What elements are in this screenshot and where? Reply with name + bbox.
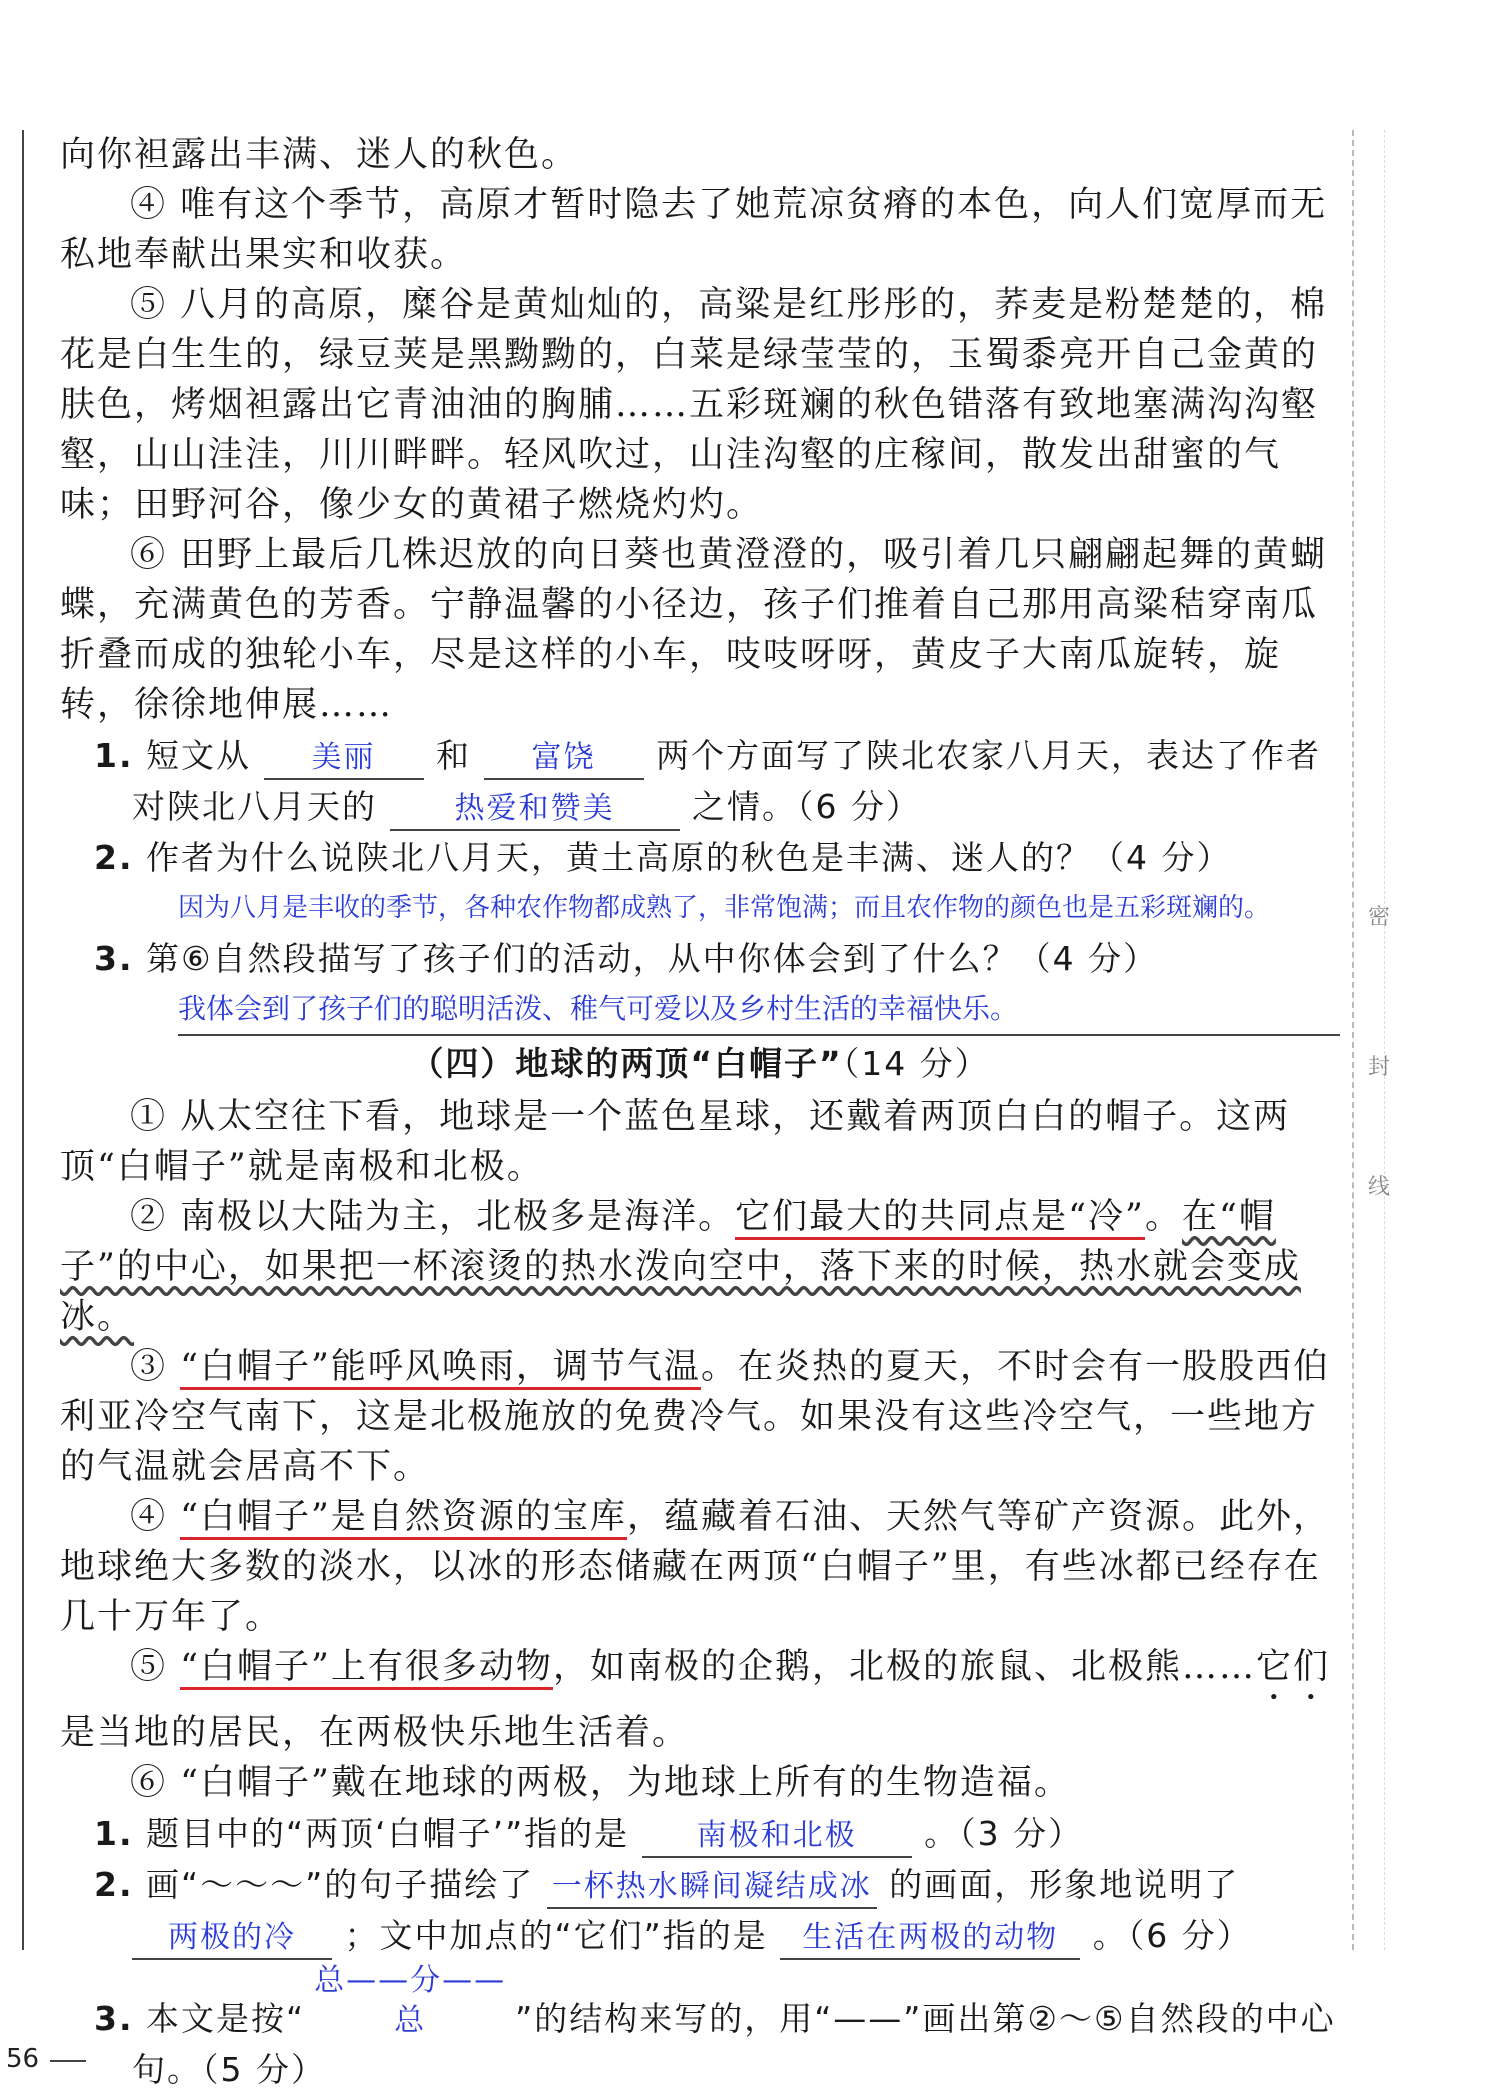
section-title-text: （四）地球的两顶“白帽子” <box>410 1044 843 1083</box>
question-text: 画“～～～”的句子描绘了 <box>146 1865 535 1904</box>
red-underlined-sentence: 它们最大的共同点是“冷” <box>735 1197 1145 1240</box>
red-underlined-sentence: “白帽子”是自然资源的宝库 <box>180 1497 627 1540</box>
answer-blank[interactable]: 两极的冷 <box>132 1918 332 1960</box>
paragraph-text: 是当地的居民，在两极快乐地生活着。 <box>60 1713 690 1753</box>
left-margin-rule <box>22 130 24 1950</box>
question-1 <box>60 730 1340 832</box>
section-paragraph-1: ① 从太空往下看，地球是一个蓝色星球，还戴着两顶白白的帽子。这两顶“白帽子”就是南极和北极。 <box>60 1097 1291 1187</box>
paragraph-text: ⑤ <box>130 1647 181 1687</box>
answer-blank[interactable]: 南极和北极 <box>642 1816 912 1858</box>
binding-mark-feng: 封 <box>1368 1055 1391 1080</box>
handwritten-answer[interactable]: 我体会到了孩子们的聪明活泼、稚气可爱以及乡村生活的幸福快乐。 <box>178 984 1340 1036</box>
answer-blank[interactable]: 富饶 <box>484 738 644 780</box>
binding-mark-mi: 密 <box>1368 905 1391 930</box>
question-text: 两个方面写了陕北农家八月天，表达了作者对陕北八月天的 <box>132 736 1321 826</box>
question-number: 2. <box>94 838 134 877</box>
passage-paragraph-4: ④ 唯有这个季节，高原才暂时隐去了她荒凉贫瘠的本色，向人们宽厚而无私地奉献出果实和收获。 <box>60 185 1328 275</box>
red-underlined-sentence: “白帽子”上有很多动物 <box>180 1647 553 1690</box>
page-content <box>60 130 1340 2095</box>
section-paragraph-3 <box>60 1342 1340 1492</box>
question-2-1 <box>60 1808 1340 1859</box>
paragraph-text: 。 <box>1144 1197 1182 1237</box>
binding-mark-xian: 线 <box>1368 1175 1391 1200</box>
answer-blank[interactable]: 一杯热水瞬间凝结成冰 <box>547 1867 877 1909</box>
question-text: 题目中的“两顶‘白帽子’”指的是 <box>146 1814 630 1853</box>
question-number: 2. <box>94 1865 134 1904</box>
section-paragraph-5 <box>60 1642 1340 1758</box>
binding-dashed-line-outer <box>1384 130 1385 1950</box>
paragraph-text: ，蕴藏着石油、天然气等矿产资源。此外，地球绝大多数的淡水，以冰的形态储藏在两顶“白帽子”里，有些冰都已经存在几十万年了。 <box>60 1497 1330 1637</box>
question-number: 3. <box>94 1999 134 2038</box>
paragraph-text: ④ <box>130 1497 181 1537</box>
passage-line: 向你袒露出丰满、迷人的秋色。 <box>60 135 579 175</box>
question-text: 。（6 分） <box>1092 1916 1252 1955</box>
question-text: 短文从 <box>146 736 251 775</box>
question-text: 的画面，形象地说明了 <box>889 1865 1240 1904</box>
passage-paragraph-5: ⑤ 八月的高原，糜谷是黄灿灿的，高粱是红彤彤的，荞麦是粉楚楚的，棉花是白生生的，绿豆荚是黑黝黝的，白菜是绿莹莹的，玉蜀黍亮开自己金黄的肤色，烤烟袒露出它青油油的胸脯……五彩斑斓的秋色错落有致地塞满沟沟壑壑，山山洼洼，川川畔畔。轻风吹过，山洼沟壑的庄稼间，散发出甜蜜的气味；田野河谷，像少女的黄裙子燃烧灼灼。 <box>60 285 1328 525</box>
section-paragraph-6: ⑥ “白帽子”戴在地球的两极，为地球上所有的生物造福。 <box>130 1763 1071 1803</box>
question-text: 作者为什么说陕北八月天，黄土高原的秋色是丰满、迷人的？（4 分） <box>146 838 1232 877</box>
answer-blank[interactable]: 热爱和赞美 <box>390 789 680 831</box>
binding-dashed-line <box>1352 130 1354 1950</box>
question-text: 第⑥自然段描写了孩子们的活动，从中你体会到了什么？（4 分） <box>146 939 1159 978</box>
passage-paragraph-6: ⑥ 田野上最后几株迟放的向日葵也黄澄澄的，吸引着几只翩翩起舞的黄蝴蝶，充满黄色的芳香。宁静温馨的小径边，孩子们推着自己那用高粱秸穿南瓜折叠而成的独轮小车，尽是这样的小车，吱吱呀呀，黄皮子大南瓜旋转，旋转，徐徐地伸展…… <box>60 535 1328 725</box>
answer-blank[interactable]: 美丽 <box>264 738 424 780</box>
question-text: ；文中加点的“它们”指的是 <box>344 1916 768 1955</box>
wavy-underlined-sentence: 在“帽子”的中心，如果把一杯滚烫的热水泼向空中，落下来的时候，热水就会变成冰。 <box>60 1197 1301 1337</box>
paragraph-text: ③ <box>130 1347 181 1387</box>
question-2-2 <box>60 1859 1340 1961</box>
question-2-3 <box>60 1961 1340 2095</box>
section-title <box>60 1036 1340 1092</box>
question-text: 。（3 分） <box>924 1814 1084 1853</box>
page-number: 56 <box>6 2044 40 2074</box>
question-text: 和 <box>436 736 471 775</box>
page-number-rule <box>50 2060 86 2062</box>
paragraph-text: 。在炎热的夏天，不时会有一股股西伯利亚冷空气南下，这是北极施放的免费冷气。如果没有这些冷空气，一些地方的气温就会居高不下。 <box>60 1347 1330 1487</box>
handwritten-answer[interactable]: 因为八月是丰收的季节，各种农作物都成熟了，非常饱满；而且农作物的颜色也是五彩斑斓的。 <box>178 893 1271 923</box>
question-number: 1. <box>94 1814 134 1853</box>
question-text: 本文是按“ <box>146 1999 306 2038</box>
section-paragraph-4 <box>60 1492 1340 1642</box>
question-text: 之情。（6 分） <box>692 787 921 826</box>
red-underlined-sentence: “白帽子”能呼风唤雨，调节气温 <box>180 1347 701 1390</box>
question-text: ”的结构来写的，用“——”画出第②～⑤自然段的中心句。（5 分） <box>132 1999 1336 2089</box>
section-paragraph-2 <box>60 1192 1340 1342</box>
question-2 <box>60 832 1340 883</box>
question-3 <box>60 933 1340 984</box>
question-number: 3. <box>94 939 134 978</box>
dotted-emphasis-word: 它们 <box>1255 1647 1330 1687</box>
answer-blank[interactable]: 总——分——总 <box>314 1963 507 2038</box>
question-number: 1. <box>94 736 134 775</box>
paragraph-text: ② 南极以大陆为主，北极多是海洋。 <box>130 1197 736 1237</box>
answer-blank[interactable]: 生活在两极的动物 <box>780 1918 1080 1960</box>
section-points: （14 分） <box>842 1044 990 1083</box>
paragraph-text: ，如南极的企鹅，北极的旅鼠、北极熊…… <box>552 1647 1256 1687</box>
